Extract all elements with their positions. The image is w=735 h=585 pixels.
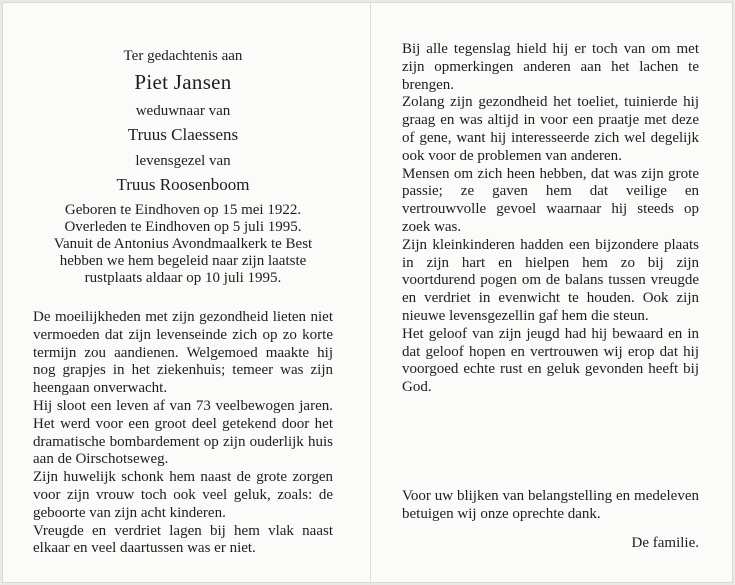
memorial-card — [2, 2, 733, 583]
card-fold-line — [370, 3, 371, 582]
thanks-text — [402, 488, 699, 524]
dates-block — [33, 202, 333, 287]
widower-label: weduwnaar van — [135, 103, 231, 119]
left-body-text — [33, 309, 333, 558]
paragraph: Hij sloot een leven af van 73 veelbewogen jaren. Het werd voor een groot deel getekend door het dramatische bombardement op zijn ouderlijk huis aan de Oirschotseweg. — [33, 397, 333, 468]
in-memory-label: Ter gedachtenis aan — [123, 48, 243, 64]
deceased-name: Piet Jansen — [134, 70, 232, 94]
paragraph: Bij alle tegenslag hield hij er toch van om met zijn opmerkingen anderen aan het lachen te brengen. — [402, 41, 699, 93]
signature: De familie. — [631, 535, 699, 551]
partner-label: levensgezel van — [135, 153, 231, 169]
dates-line: Overleden te Eindhoven op 5 juli 1995. — [64, 219, 302, 235]
paragraph: Zijn huwelijk schonk hem naast de grote zorgen voor zijn vrouw toch ook veel geluk, zoals: de geboorte van zijn acht kinderen. — [33, 469, 333, 521]
dates-line: Geboren te Eindhoven op 15 mei 1922. — [64, 202, 302, 218]
paragraph: Vreugde en verdriet lagen bij hem vlak naast elkaar en veel daartussen was er niet. — [33, 522, 333, 557]
paragraph: Mensen om zich heen hebben, dat was zijn grote passie; ze gaven hem dat veilige en vertrouwvolle gevoel waarnaar hij steeds op zoek was. — [402, 165, 699, 235]
paragraph: De moeilijkheden met zijn gezondheid lieten niet vermoeden dat zijn levenseinde zich op zo korte termijn zou aandienen. Welgemoed maakte hij nog grapjes in het ziekenhuis; temeer was zijn heengaan onverwacht. — [33, 309, 333, 397]
dates-line: rustplaats aldaar op 10 juli 1995. — [84, 270, 282, 286]
partner-name: Truus Roosenboom — [116, 175, 250, 194]
right-body-text — [402, 41, 699, 397]
paragraph: Zolang zijn gezondheid het toeliet, tuinierde hij graag en was altijd in voor een praatje met deze of gene, want hij interesseerde zich wel degelijk ook voor de problemen van anderen. — [402, 94, 699, 164]
thanks-paragraph: Voor uw blijken van belangstelling en medeleven betuigen wij onze oprechte dank. — [402, 488, 699, 522]
dates-line: hebben we hem begeleid naar zijn laatste — [59, 253, 307, 269]
spouse-name: Truus Claessens — [127, 125, 239, 144]
paragraph: Zijn kleinkinderen hadden een bijzondere plaats in zijn hart en hielpen hem zo bij zijn voortdurend pogen om de balans tussen vreugde en verdriet in evenwicht te houden. Ook zijn nieuwe levensgezellin gaf hem die steun. — [402, 236, 699, 324]
paragraph: Het geloof van zijn jeugd had hij bewaard en in dat geloof hopen en vertrouwen wij erop dat hij voorgoed echte rust en geluk gevonden heeft bij God. — [402, 325, 699, 396]
dates-line: Vanuit de Antonius Avondmaalkerk te Best — [53, 236, 313, 252]
